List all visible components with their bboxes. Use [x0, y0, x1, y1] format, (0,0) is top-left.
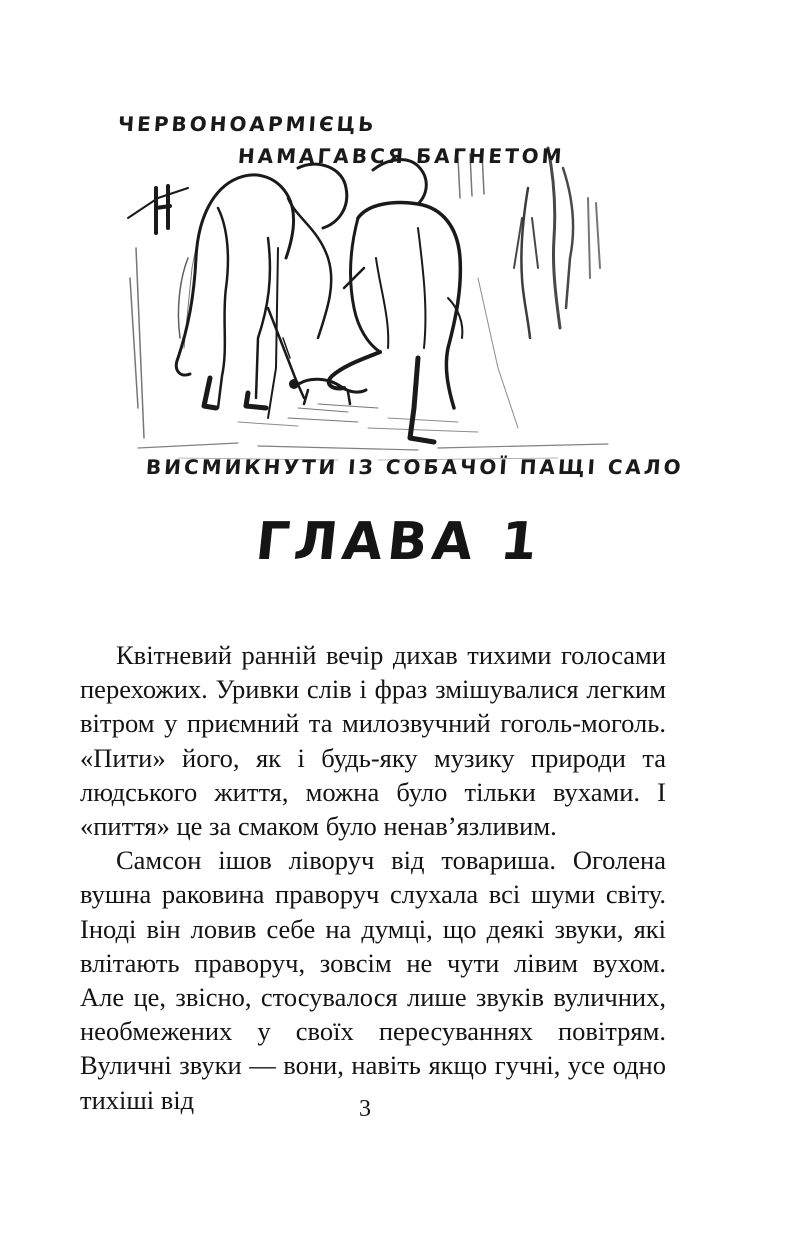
illustration-caption-bottom: ВИСМИКНУТИ ІЗ СОБАЧОЇ ПАЩІ САЛО: [145, 455, 685, 479]
page-number: 3: [359, 1096, 371, 1122]
illustration-caption-top-line2: НАМАГАВСЯ БАГНЕТОМ: [237, 144, 566, 168]
illustration-caption-top-line1: ЧЕРВОНОАРМІЄЦЬ: [117, 112, 378, 136]
body-text: [80, 638, 666, 1117]
paragraph: Самсон ішов ліворуч від товариша. Оголена вушна раковина праворуч слухала всі шуми світу. Іноді він ловив себе на думці, що деякі звуки, які влітають праворуч, зовсім не чути лівим вухом. Але це, звісно, стосувалося лише звуків вуличних, необмежених у своїх пересуваннях повітрям. Вуличні звуки — вони, навіть якщо гучні, усе одно тихіші від: [80, 845, 666, 1115]
chapter-title: ГЛАВА 1: [252, 512, 546, 572]
paragraph: Квітневий ранній вечір дихав тихими голосами перехожих. Уривки слів і фраз змішувалися легким вітром у приємний та милозвучний гоголь-моголь. «Пити» його, як і будь-яку музику природи та людського життя, можна було тільки вухами. І «пиття» це за смаком було ненав’язливим.: [80, 640, 666, 842]
